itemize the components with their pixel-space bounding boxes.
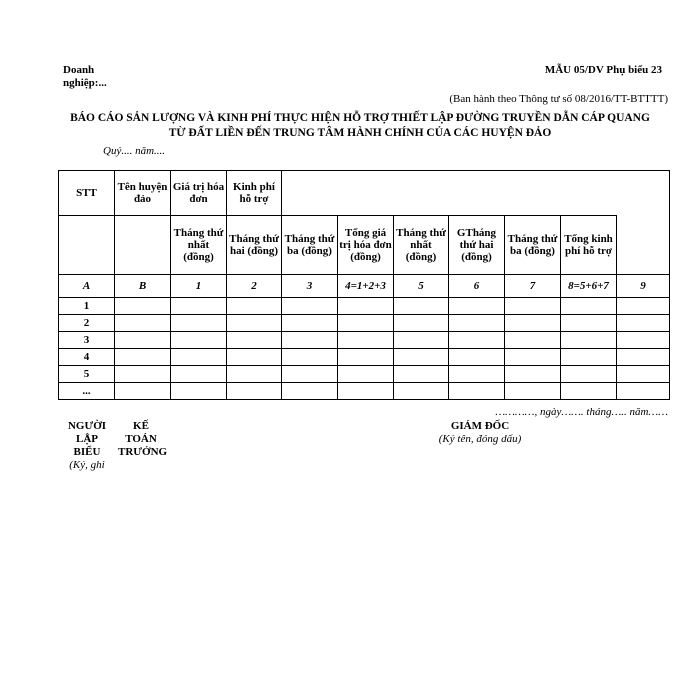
subheader-blank-b bbox=[115, 216, 171, 275]
report-table bbox=[58, 170, 670, 400]
subheader-col-6: GTháng thứ hai (đồng) bbox=[449, 216, 505, 275]
table-row bbox=[59, 298, 670, 315]
row-number: 1 bbox=[59, 298, 115, 315]
subheader-row bbox=[59, 216, 670, 275]
title-line-1: BÁO CÁO SẢN LƯỢNG VÀ KINH PHÍ THỰC HIỆN HỖ TRỢ THIẾT LẬP ĐƯỜNG TRUYỀN DẪN CÁP QUANG bbox=[70, 112, 650, 124]
subheader-col-8: Tổng kinh phí hỗ trợ bbox=[561, 216, 617, 275]
director-title: GIÁM ĐỐC bbox=[450, 420, 510, 432]
index-a: A bbox=[59, 275, 115, 298]
preparer-note: (Ký, ghi bbox=[69, 459, 105, 471]
header-blank bbox=[282, 171, 670, 216]
date-line: …………, ngày……. tháng….. năm…… bbox=[495, 406, 668, 418]
table-row bbox=[59, 383, 670, 400]
company-label: Doanh nghiệp:... bbox=[63, 64, 107, 89]
header-invoice-value: Giá trị hóa đơn bbox=[171, 171, 227, 216]
row-number: 3 bbox=[59, 332, 115, 349]
subheader-col-5: Tháng thứ nhất (đồng) bbox=[394, 216, 449, 275]
header-island-name: Tên huyện đảo bbox=[115, 171, 171, 216]
row-number: 5 bbox=[59, 366, 115, 383]
index-1: 1 bbox=[171, 275, 227, 298]
signer-preparer bbox=[62, 420, 112, 472]
index-4: 4=1+2+3 bbox=[338, 275, 394, 298]
header-stt: STT bbox=[59, 171, 115, 216]
signer-director bbox=[415, 420, 545, 446]
header-support-funding: Kinh phí hỗ trợ bbox=[227, 171, 282, 216]
row-number: 2 bbox=[59, 315, 115, 332]
index-3: 3 bbox=[282, 275, 338, 298]
index-8: 8=5+6+7 bbox=[561, 275, 617, 298]
signer-chief-accountant: KẾ TOÁN TRƯỞNG bbox=[118, 420, 168, 458]
table-row bbox=[59, 315, 670, 332]
director-note: (Ký tên, đóng dấu) bbox=[438, 433, 522, 445]
subheader-blank-a bbox=[59, 216, 115, 275]
subheader-blank-9 bbox=[617, 216, 670, 275]
subheader-col-3: Tháng thứ ba (đồng) bbox=[282, 216, 338, 275]
index-2: 2 bbox=[227, 275, 282, 298]
header-row bbox=[59, 171, 670, 216]
row-number: 4 bbox=[59, 349, 115, 366]
subheader-col-7: Tháng thứ ba (đồng) bbox=[505, 216, 561, 275]
table-row bbox=[59, 332, 670, 349]
issued-by-note: (Ban hành theo Thông tư số 08/2016/TT-BTTTT) bbox=[449, 93, 668, 105]
subheader-col-2: Tháng thứ hai (đồng) bbox=[227, 216, 282, 275]
table-row bbox=[59, 349, 670, 366]
subheader-col-1: Tháng thứ nhất (đồng) bbox=[171, 216, 227, 275]
report-title bbox=[40, 111, 680, 141]
table-row bbox=[59, 366, 670, 383]
subheader-col-4: Tổng giá trị hóa đơn (đồng) bbox=[338, 216, 394, 275]
quarter-label: Quý.... năm.... bbox=[103, 145, 166, 157]
row-number: ... bbox=[59, 383, 115, 400]
form-code: MẪU 05/DV Phụ biểu 23 bbox=[544, 64, 662, 76]
index-5: 5 bbox=[394, 275, 449, 298]
preparer-title: NGƯỜI LẬP BIỂU bbox=[67, 420, 107, 458]
title-line-2: TỪ ĐẤT LIỀN ĐẾN TRUNG TÂM HÀNH CHÍNH CỦA CÁC HUYỆN ĐẢO bbox=[168, 127, 552, 139]
index-b: B bbox=[115, 275, 171, 298]
column-index-row bbox=[59, 275, 670, 298]
index-9: 9 bbox=[617, 275, 670, 298]
index-7: 7 bbox=[505, 275, 561, 298]
index-6: 6 bbox=[449, 275, 505, 298]
